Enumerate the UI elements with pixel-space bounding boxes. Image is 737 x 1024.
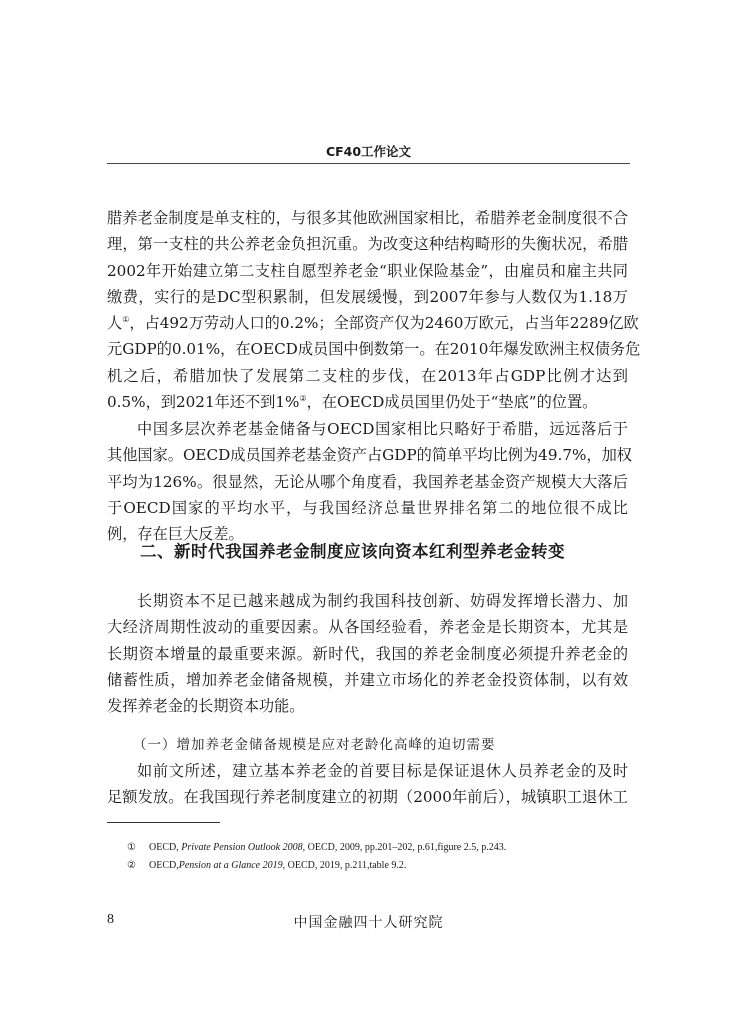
text-line: 中国多层次养老基金储备与OECD国家相比只略好于希腊，远远落后于 (137, 420, 628, 438)
text-line: 2002年开始建立第二支柱自愿型养老金“职业保险基金”，由雇员和雇主共同 (107, 261, 628, 280)
text-line: 机之后，希腊加快了发展第二支柱的步伐，在2013年占GDP比例才达到 (107, 366, 628, 385)
text-line: 人①，占492万劳动人口的0.2%；全部资产仅为2460万欧元，占当年2289亿欧 (107, 314, 639, 333)
footnote-rule (107, 822, 220, 823)
text-line: 长期资本增量的最重要来源。新时代，我国的养老金制度必须提升养老金的 (107, 644, 628, 663)
footnote-1: ① OECD, Private Pension Outlook 2008, OECD, 2009, pp.201–202, p.61,figure 2.5, p.243. (127, 842, 507, 853)
text-line: 平均为126%。很显然，无论从哪个角度看，我国养老基金资产规模大大落后 (107, 472, 628, 491)
subsection-heading: （一）增加养老金储备规模是应对老龄化高峰的迫切需要 (133, 737, 496, 753)
section-heading: 二、新时代我国养老金制度应该向资本红利型养老金转变 (140, 542, 565, 561)
text-line: 长期资本不足已越来越成为制约我国科技创新、妨碍发挥增长潜力、加 (137, 592, 628, 610)
text-line: 足额发放。在我国现行养老制度建立的初期（2000年前后），城镇职工退休工 (107, 788, 628, 807)
running-header: CF40工作论文 (325, 144, 412, 159)
text-line: 发挥养老金的长期资本功能。 (107, 697, 305, 716)
page-number: 8 (107, 912, 114, 927)
text-line: 储蓄性质，增加养老金储备规模，并建立市场化的养老金投资体制，以有效 (107, 670, 628, 689)
footnote-ref-2[interactable]: ② (299, 394, 307, 404)
text-line: 如前文所述，建立基本养老金的首要目标是保证退休人员养老金的及时 (137, 762, 628, 780)
text-line: 于OECD国家的平均水平，与我国经济总量世界排名第二的地位很不成比 (107, 498, 628, 517)
paragraph-1 (107, 205, 641, 415)
text-line: 元GDP的0.01%，在OECD成员国中倒数第一。在2010年爆发欧洲主权债务危 (107, 340, 641, 359)
footnote-ref-1[interactable]: ① (122, 315, 130, 325)
paragraph-3 (107, 588, 628, 719)
paragraph-2 (107, 416, 632, 547)
text-line: 其他国家。OECD成员国养老基金资产占GDP的简单平均比例为49.7%，加权 (107, 446, 632, 465)
text-line: 理，第一支柱的共公养老金负担沉重。为改变这种结构畸形的失衡状况，希腊 (107, 235, 628, 254)
text-line: 缴费，实行的是DC型积累制，但发展缓慢，到2007年参与人数仅为1.18万 (107, 287, 628, 306)
paragraph-4 (107, 758, 628, 811)
text-line: 例，存在巨大反差。 (107, 525, 244, 544)
footer-institution: 中国金融四十人研究院 (293, 915, 444, 931)
footnote-2: ② OECD,Pension at a Glance 2019, OECD, 2019, p.211,table 9.2. (127, 860, 407, 871)
header-rule (107, 163, 630, 164)
text-line: 大经济周期性波动的重要因素。从各国经验看，养老金是长期资本，尤其是 (107, 618, 628, 637)
text-line: 腊养老金制度是单支柱的，与很多其他欧洲国家相比，希腊养老金制度很不合 (107, 209, 628, 227)
text-line: 0.5%，到2021年还不到1%②，在OECD成员国里仍处于“垫底”的位置。 (107, 393, 598, 412)
